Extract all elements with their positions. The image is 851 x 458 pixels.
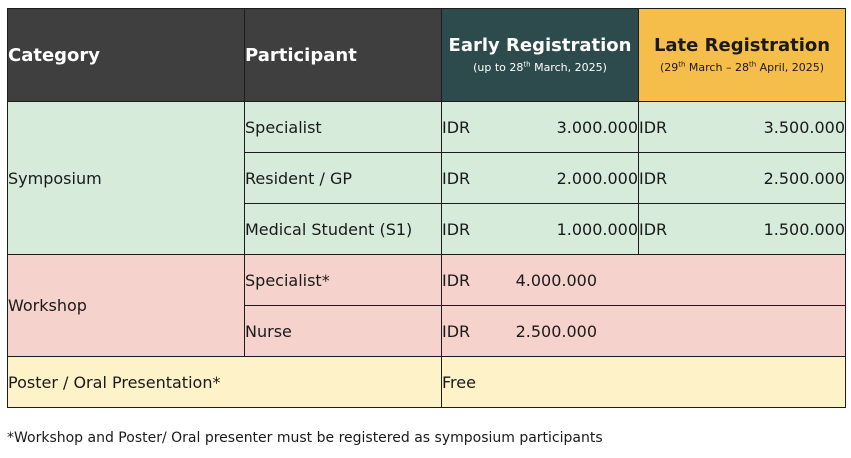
footnote: *Workshop and Poster/ Oral presenter must be registered as symposium participants bbox=[7, 430, 603, 446]
late-price-cell: IDR 2.500.000 bbox=[639, 153, 846, 204]
early-price-cell: IDR 2.000.000 bbox=[442, 153, 639, 204]
participant-cell: Specialist bbox=[245, 102, 442, 153]
late-price-cell: IDR 3.500.000 bbox=[639, 102, 846, 153]
late-price-cell: IDR 1.500.000 bbox=[639, 204, 846, 255]
participant-cell: Medical Student (S1) bbox=[245, 204, 442, 255]
early-registration-title: Early Registration bbox=[448, 34, 632, 56]
early-price-cell: IDR 1.000.000 bbox=[442, 204, 639, 255]
late-registration-header bbox=[639, 9, 846, 102]
workshop-price-cell: IDR 4.000.000 bbox=[442, 255, 846, 306]
participant-cell: Resident / GP bbox=[245, 153, 442, 204]
early-price-cell: IDR 3.000.000 bbox=[442, 102, 639, 153]
poster-category-cell: Poster / Oral Presentation* bbox=[8, 357, 442, 408]
late-registration-period: (29th March – 28th April, 2025) bbox=[659, 59, 825, 74]
registration-fee-table bbox=[7, 8, 846, 408]
early-registration-period: (up to 28th March, 2025) bbox=[473, 59, 607, 74]
participant-cell: Nurse bbox=[245, 306, 442, 357]
category-header: Category bbox=[8, 9, 245, 102]
early-registration-header bbox=[442, 9, 639, 102]
participant-cell: Specialist* bbox=[245, 255, 442, 306]
poster-price-cell: Free bbox=[442, 357, 846, 408]
workshop-category-cell: Workshop bbox=[8, 255, 245, 357]
late-registration-title: Late Registration bbox=[653, 34, 831, 56]
table-row bbox=[8, 102, 846, 153]
table-row bbox=[8, 255, 846, 306]
workshop-price-cell: IDR 2.500.000 bbox=[442, 306, 846, 357]
table-header-row bbox=[8, 9, 846, 102]
participant-header: Participant bbox=[245, 9, 442, 102]
symposium-category-cell: Symposium bbox=[8, 102, 245, 255]
table-row bbox=[8, 357, 846, 408]
